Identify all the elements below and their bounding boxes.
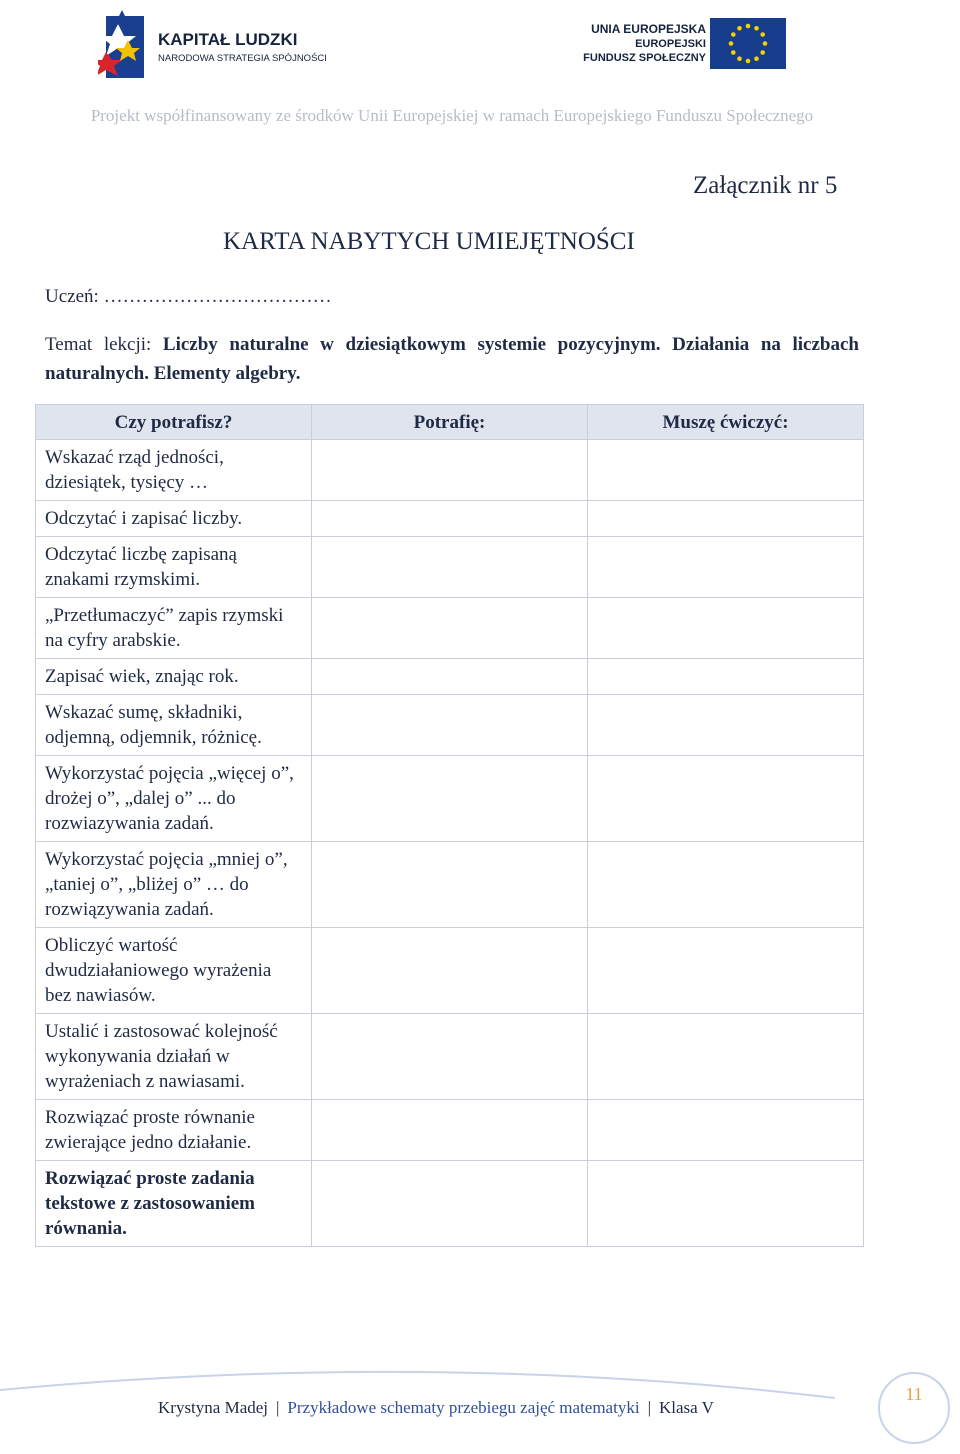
page-number: 11 bbox=[905, 1384, 923, 1404]
eu-logo bbox=[583, 18, 792, 74]
header-can-you: Czy potrafisz? bbox=[36, 405, 312, 440]
student-label: Uczeń: bbox=[45, 286, 99, 307]
document-title: KARTA NABYTYCH UMIEJĘTNOŚCI bbox=[223, 228, 635, 255]
table-row bbox=[36, 1100, 864, 1161]
i-can-cell[interactable] bbox=[312, 842, 588, 928]
must-practice-cell[interactable] bbox=[588, 695, 864, 756]
table-row bbox=[36, 928, 864, 1014]
must-practice-cell[interactable] bbox=[588, 440, 864, 501]
table-row bbox=[36, 756, 864, 842]
footer bbox=[158, 1398, 714, 1418]
eu-line-1: UNIA EUROPEJSKA bbox=[591, 22, 706, 36]
table-row bbox=[36, 659, 864, 695]
must-practice-cell[interactable] bbox=[588, 842, 864, 928]
eu-line-3: FUNDUSZ SPOŁECZNY bbox=[583, 52, 706, 64]
i-can-cell[interactable] bbox=[312, 598, 588, 659]
footer-book-title: Przykładowe schematy przebiegu zajęć matematyki bbox=[287, 1398, 640, 1417]
table-row bbox=[36, 598, 864, 659]
i-can-cell[interactable] bbox=[312, 928, 588, 1014]
skill-cell: Wykorzystać pojęcia „więcej o”, drożej o”, „dalej o” ... do rozwiazywania zadań. bbox=[36, 756, 312, 842]
skill-cell: „Przetłumaczyć” zapis rzymski na cyfry arabskie. bbox=[36, 598, 312, 659]
skill-cell: Odczytać liczbę zapisaną znakami rzymskimi. bbox=[36, 537, 312, 598]
skills-table bbox=[35, 404, 864, 1247]
skill-cell: Rozwiązać proste równanie zwierające jedno działanie. bbox=[36, 1100, 312, 1161]
i-can-cell[interactable] bbox=[312, 756, 588, 842]
i-can-cell[interactable] bbox=[312, 1100, 588, 1161]
table-row bbox=[36, 501, 864, 537]
kapital-ludzki-logo bbox=[98, 10, 328, 80]
skill-cell: Obliczyć wartość dwudziałaniowego wyrażenia bez nawiasów. bbox=[36, 928, 312, 1014]
i-can-cell[interactable] bbox=[312, 1014, 588, 1100]
lesson-topic bbox=[45, 330, 859, 388]
must-practice-cell[interactable] bbox=[588, 756, 864, 842]
project-cofinancing-line: Projekt współfinansowany ze środków Unii Europejskiej w ramach Europejskiego Funduszu Społecznego bbox=[90, 106, 814, 125]
skill-cell: Rozwiązać proste zadania tekstowe z zastosowaniem równania. bbox=[36, 1161, 312, 1247]
skills-table-body bbox=[36, 440, 864, 1247]
must-practice-cell[interactable] bbox=[588, 501, 864, 537]
student-line bbox=[45, 286, 332, 308]
must-practice-cell[interactable] bbox=[588, 928, 864, 1014]
table-row bbox=[36, 842, 864, 928]
table-row bbox=[36, 537, 864, 598]
skill-cell: Wskazać sumę, składniki, odjemną, odjemnik, różnicę. bbox=[36, 695, 312, 756]
must-practice-cell[interactable] bbox=[588, 598, 864, 659]
must-practice-cell[interactable] bbox=[588, 659, 864, 695]
attachment-label: Załącznik nr 5 bbox=[693, 172, 838, 199]
table-row bbox=[36, 1014, 864, 1100]
skill-cell: Wskazać rząd jedności, dziesiątek, tysięcy … bbox=[36, 440, 312, 501]
i-can-cell[interactable] bbox=[312, 440, 588, 501]
skill-cell: Wykorzystać pojęcia „mniej o”, „taniej o”, „bliżej o” … do rozwiązywania zadań. bbox=[36, 842, 312, 928]
must-practice-cell[interactable] bbox=[588, 537, 864, 598]
footer-separator: | bbox=[647, 1398, 651, 1417]
i-can-cell[interactable] bbox=[312, 695, 588, 756]
header-must-practice: Muszę ćwiczyć: bbox=[588, 405, 864, 440]
i-can-cell[interactable] bbox=[312, 537, 588, 598]
footer-author: Krystyna Madej bbox=[158, 1398, 269, 1417]
table-row bbox=[36, 695, 864, 756]
i-can-cell[interactable] bbox=[312, 1161, 588, 1247]
footer-class: Klasa V bbox=[658, 1398, 714, 1417]
eu-line-2: EUROPEJSKI bbox=[635, 38, 706, 50]
skill-cell: Odczytać i zapisać liczby. bbox=[36, 501, 312, 537]
must-practice-cell[interactable] bbox=[588, 1014, 864, 1100]
table-row bbox=[36, 1161, 864, 1247]
i-can-cell[interactable] bbox=[312, 501, 588, 537]
i-can-cell[interactable] bbox=[312, 659, 588, 695]
lesson-topic-label: Temat lekcji: bbox=[45, 334, 152, 355]
kapital-ludzki-subtitle: NARODOWA STRATEGIA SPÓJNOŚCI bbox=[158, 53, 327, 64]
header-i-can: Potrafię: bbox=[312, 405, 588, 440]
page-number-badge bbox=[878, 1372, 950, 1444]
lesson-topic-text: Liczby naturalne w dziesiątkowym systemie pozycyjnym. Działania na liczbach naturalnych. Elementy algebry. bbox=[45, 334, 859, 384]
must-practice-cell[interactable] bbox=[588, 1161, 864, 1247]
table-header-row bbox=[36, 405, 864, 440]
kapital-ludzki-emblem-icon bbox=[98, 10, 158, 80]
footer-separator: | bbox=[276, 1398, 280, 1417]
must-practice-cell[interactable] bbox=[588, 1100, 864, 1161]
eu-flag-icon bbox=[710, 18, 786, 69]
skill-cell: Zapisać wiek, znając rok. bbox=[36, 659, 312, 695]
skill-cell: Ustalić i zastosować kolejność wykonywania działań w wyrażeniach z nawiasami. bbox=[36, 1014, 312, 1100]
kapital-ludzki-title: KAPITAŁ LUDZKI bbox=[158, 30, 298, 49]
table-row bbox=[36, 440, 864, 501]
student-name-field: ……………………………… bbox=[103, 286, 332, 307]
